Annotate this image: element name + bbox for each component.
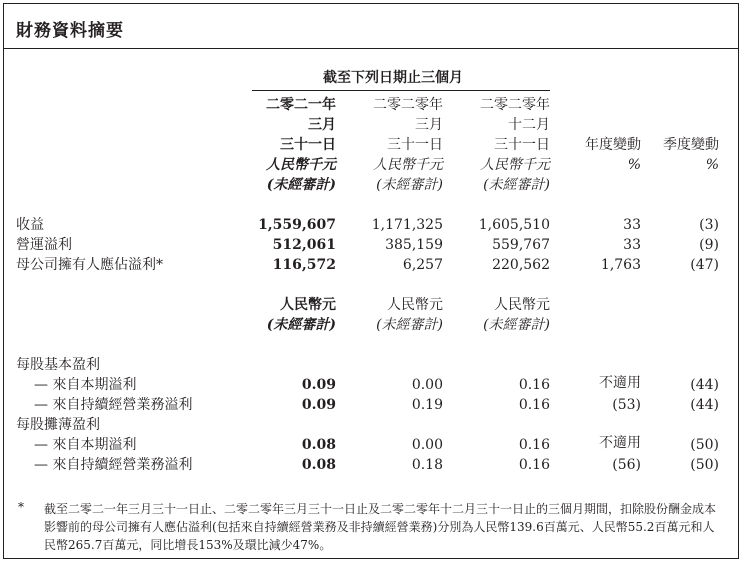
row-value: 0.09 — [301, 377, 336, 393]
row-value: (56) — [612, 457, 641, 473]
page-title: 財務資料摘要 — [16, 21, 124, 41]
col1-line2: 三月 — [308, 117, 336, 133]
row-value: 0.09 — [301, 397, 336, 413]
col1-line5: (未經審計) — [266, 177, 336, 193]
eps-unit-col1: 人民幣元 — [280, 297, 336, 313]
col3-line2: 十二月 — [508, 117, 550, 133]
row-value: (9) — [699, 237, 719, 253]
col2-line4: 人民幣千元 — [373, 157, 443, 173]
row-value: (50) — [690, 457, 719, 473]
title-bar — [4, 4, 738, 49]
eps-audit-col1: (未經審計) — [266, 317, 336, 333]
col2-line3: 三十一日 — [387, 137, 443, 153]
row-label: 母公司擁有人應佔溢利* — [16, 257, 163, 273]
basic-eps-label: 每股基本盈利 — [16, 357, 100, 373]
row-value: 385,159 — [385, 237, 443, 253]
col3-line3: 三十一日 — [494, 137, 550, 153]
row-value: 0.08 — [301, 457, 336, 473]
eps-unit-col3: 人民幣元 — [494, 297, 550, 313]
col3-line5: (未經審計) — [483, 177, 550, 193]
footnote-text: 截至二零二一年三月三十一日止、二零二零年三月三十一日止及二零二零年十二月三十一日止的三個月期間，扣除股份酬金成本影響前的母公司擁有人應佔溢利(包括來自持續經營業務及非持續經營業務)分別為人民幣139.6百萬元、人民幣55.2百萬元和人民幣265.7百萬元，同比增長153%及環比減少47%。 — [44, 502, 717, 552]
row-value: (3) — [699, 217, 719, 233]
row-value: (50) — [690, 437, 719, 453]
summary-panel — [3, 3, 739, 559]
row-label: — 來自本期溢利 — [34, 377, 137, 393]
row-value: 0.00 — [411, 437, 443, 453]
row-value: 1,171,325 — [371, 217, 443, 233]
row-value: 不適用 — [599, 375, 641, 391]
row-value: (47) — [690, 257, 719, 273]
col3-line4: 人民幣千元 — [480, 157, 550, 173]
row-value: 1,605,510 — [478, 217, 550, 233]
row-label: — 來自本期溢利 — [34, 437, 137, 453]
row-value: 0.00 — [411, 377, 443, 393]
row-value: 0.08 — [301, 437, 336, 453]
row-value: 220,562 — [492, 257, 550, 273]
row-label: — 來自持續經營業務溢利 — [34, 397, 193, 413]
col3-line1: 二零二零年 — [480, 97, 550, 113]
eps-audit-col3: (未經審計) — [483, 317, 550, 333]
col2-line2: 三月 — [415, 117, 443, 133]
col1-line1: 二零二一年 — [266, 97, 336, 113]
col5-unit: % — [705, 157, 719, 173]
row-value: (53) — [612, 397, 641, 413]
eps-audit-col2: (未經審計) — [376, 317, 443, 333]
row-value: 33 — [623, 237, 641, 253]
row-value: 0.18 — [411, 457, 443, 473]
col4-header: 年度變動 — [585, 137, 641, 153]
row-value: 559,767 — [492, 237, 550, 253]
eps-unit-col2: 人民幣元 — [387, 297, 443, 313]
row-value: 116,572 — [272, 257, 336, 273]
col2-line5: (未經審計) — [376, 177, 443, 193]
footnote-mark: * — [18, 500, 24, 514]
row-value: 不適用 — [599, 435, 641, 451]
row-value: 33 — [623, 217, 641, 233]
col1-line3: 三十一日 — [280, 137, 336, 153]
row-label: 營運溢利 — [16, 237, 72, 253]
row-value: (44) — [690, 377, 719, 393]
period-header-rule — [252, 90, 550, 91]
diluted-eps-label: 每股攤薄盈利 — [16, 417, 100, 433]
row-value: 0.16 — [518, 437, 550, 453]
row-value: 0.16 — [518, 377, 550, 393]
row-label: — 來自持續經營業務溢利 — [34, 457, 193, 473]
row-value: 0.19 — [411, 397, 443, 413]
row-label: 收益 — [16, 217, 44, 233]
row-value: 512,061 — [272, 237, 336, 253]
col4-unit: % — [627, 157, 641, 173]
row-value: 6,257 — [402, 257, 443, 273]
row-value: 1,559,607 — [258, 217, 336, 233]
col2-line1: 二零二零年 — [373, 97, 443, 113]
period-header: 截至下列日期止三個月 — [323, 70, 463, 86]
row-value: (44) — [690, 397, 719, 413]
row-value: 0.16 — [518, 457, 550, 473]
col5-header: 季度變動 — [663, 137, 719, 153]
row-value: 0.16 — [518, 397, 550, 413]
row-value: 1,763 — [600, 257, 641, 273]
col1-line4: 人民幣千元 — [266, 157, 336, 173]
